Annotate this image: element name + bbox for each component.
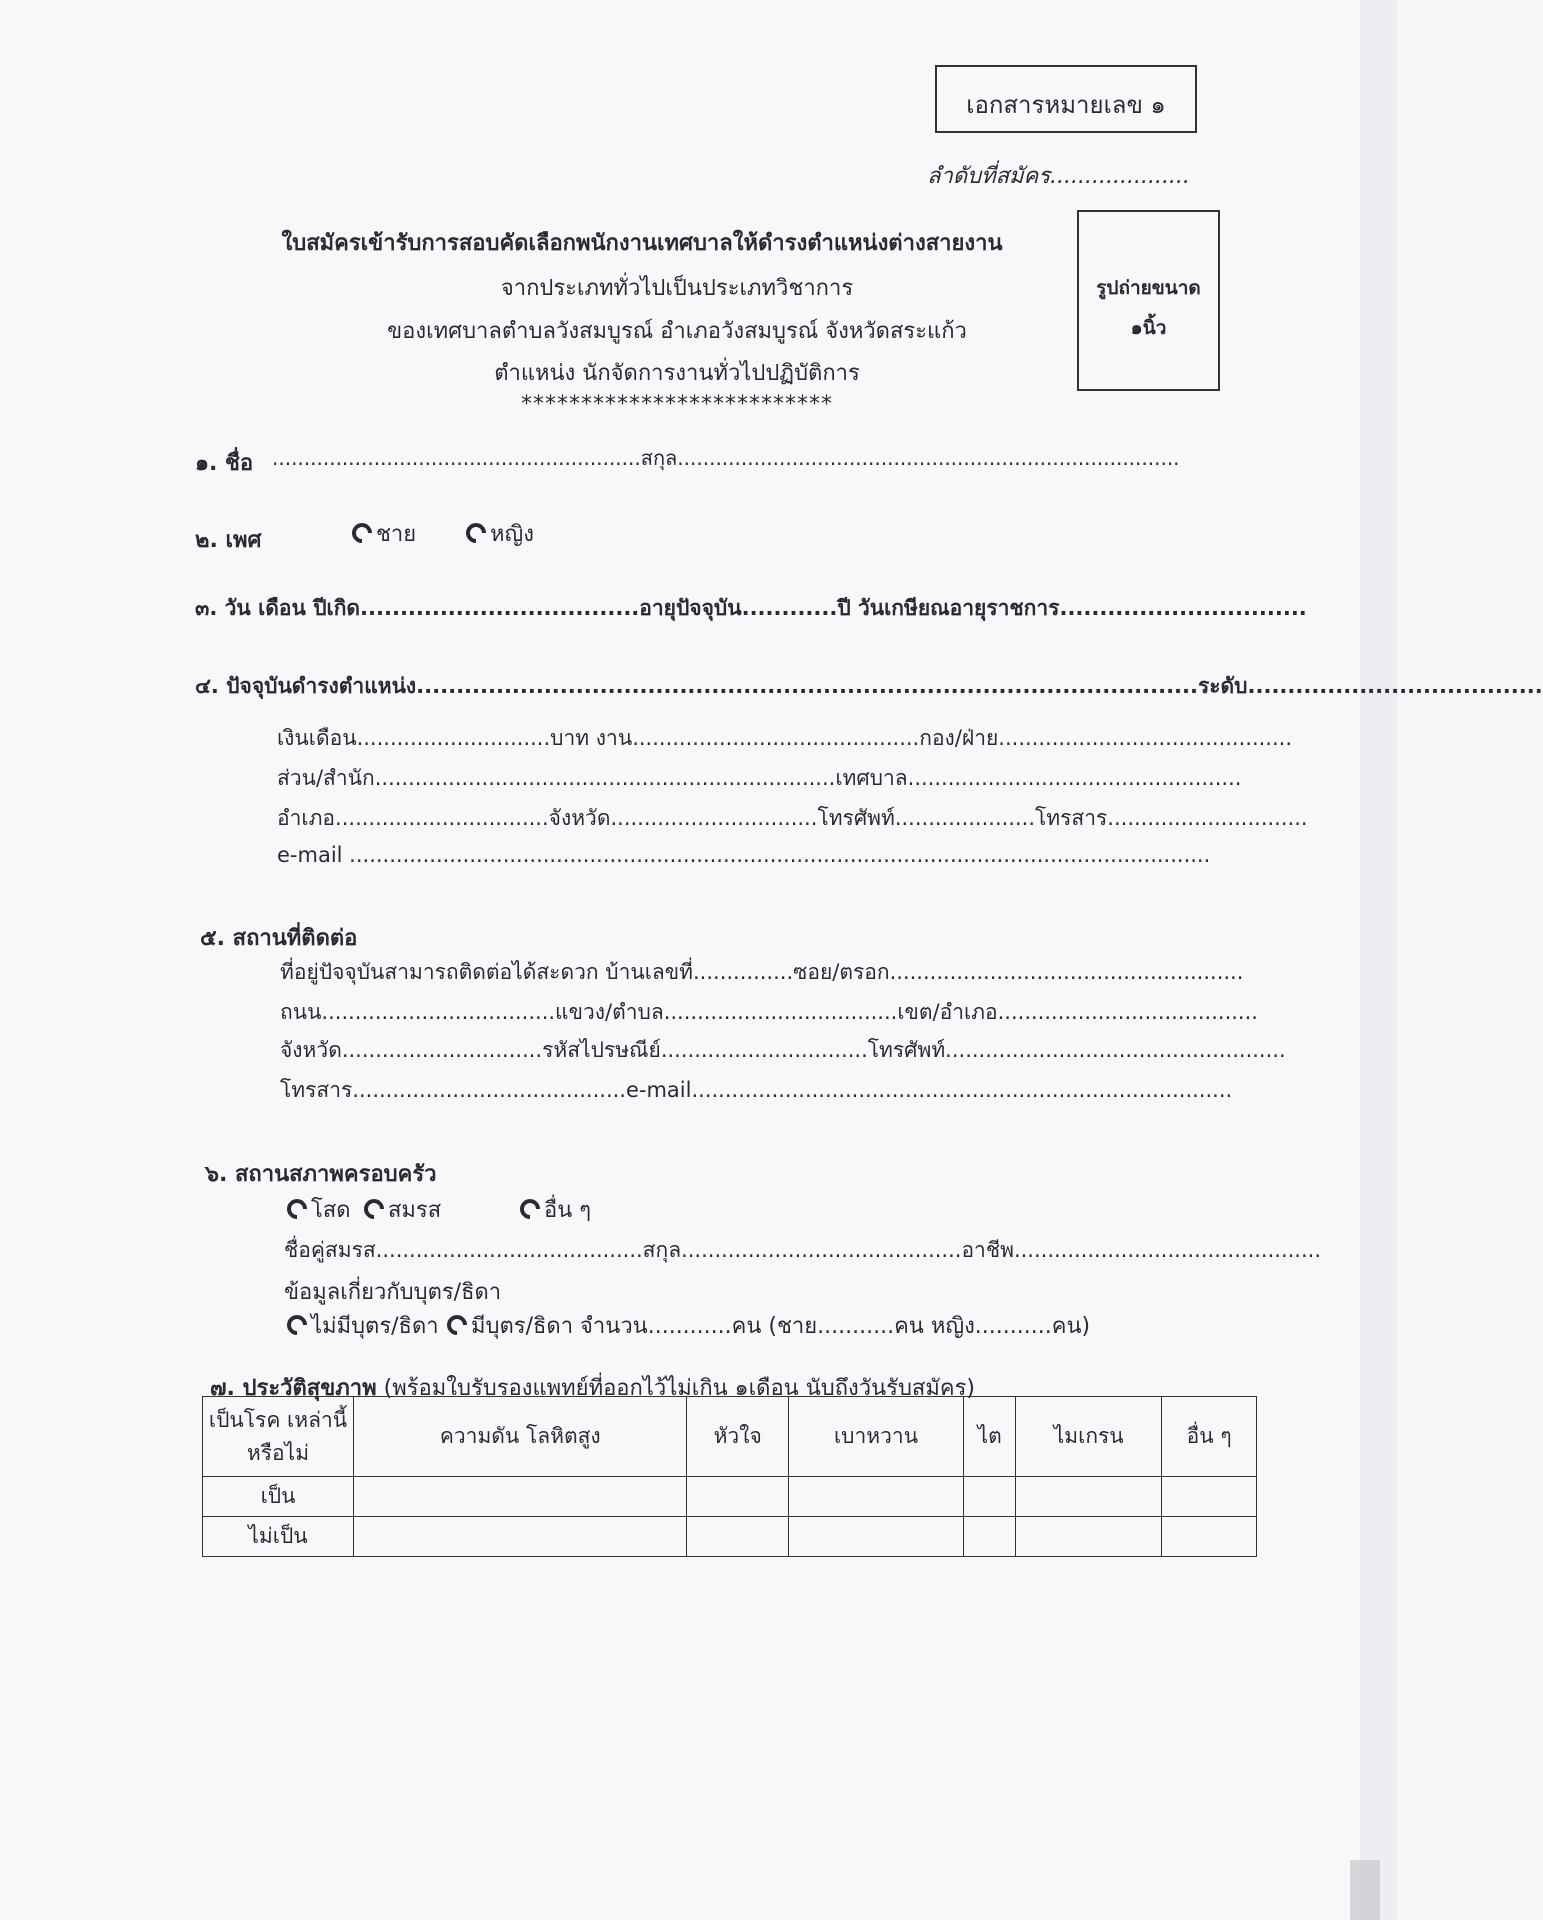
table-cell[interactable] xyxy=(964,1477,1016,1517)
s4-district-line[interactable]: อำเภอ................................จังหวัด...............................โทรศัพท์.....................โทรสาร.............................. xyxy=(277,806,1308,830)
gender-female-option[interactable] xyxy=(466,516,534,551)
row-label: เป็น xyxy=(203,1477,354,1517)
header-cell: เป็นโรค เหล่านี้หรือไม่ xyxy=(203,1397,354,1477)
status-other-label: อื่น ๆ xyxy=(544,1198,592,1223)
children-none-option[interactable] xyxy=(287,1308,439,1343)
s6-title: ๖. สถานสภาพครอบครัว xyxy=(205,1162,437,1187)
radio-icon xyxy=(516,1195,544,1223)
page-edge xyxy=(1360,0,1397,1920)
title-line-2: จากประเภททั่วไปเป็นประเภทวิชาการ xyxy=(500,276,854,301)
s7-note: (พร้อมใบรับรองแพทย์ที่ออกไว้ไม่เกิน ๑เดือน นับถึงวันรับสมัคร) xyxy=(383,1376,975,1401)
status-married-option[interactable] xyxy=(364,1192,441,1227)
s3-birthdate-line[interactable]: ๓. วัน เดือน ปีเกิด...................................อายุปัจจุบัน............ปี วันเกษียณอายุราชการ............................... xyxy=(195,596,1307,620)
table-cell[interactable] xyxy=(788,1517,963,1557)
table-header-row xyxy=(203,1397,1257,1477)
photo-label-inch: ๑นิ้ว xyxy=(1130,317,1167,339)
table-cell[interactable] xyxy=(1016,1517,1162,1557)
table-cell[interactable] xyxy=(964,1517,1016,1557)
table-cell[interactable] xyxy=(788,1477,963,1517)
s5-province-line[interactable]: จังหวัด..............................รหัสไปรษณีย์...............................โทรศัพท์................................................... xyxy=(280,1038,1286,1062)
gender-male-option[interactable] xyxy=(352,516,416,551)
s5-road-line[interactable]: ถนน...................................แขวง/ตำบล...................................เขต/อำเภอ....................................... xyxy=(280,1000,1258,1024)
table-row xyxy=(203,1517,1257,1557)
children-yes-option[interactable] xyxy=(447,1308,1090,1343)
applicant-order-field[interactable]: ลำดับที่สมัคร.................... xyxy=(927,164,1190,189)
health-table xyxy=(202,1396,1257,1557)
s5-address-line[interactable]: ที่อยู่ปัจจุบันสามารถติดต่อได้สะดวก บ้านเลขที่...............ซอย/ตรอก..................................................... xyxy=(280,960,1244,984)
status-single-option[interactable] xyxy=(287,1192,351,1227)
s4-email-line[interactable]: e-mail ................................................................................................................................. xyxy=(277,843,1211,867)
table-cell[interactable] xyxy=(1016,1477,1162,1517)
table-cell[interactable] xyxy=(687,1517,788,1557)
table-cell[interactable] xyxy=(1162,1517,1257,1557)
radio-icon xyxy=(462,519,490,547)
header-cell: ไมเกรน xyxy=(1016,1397,1162,1477)
children-none-label: ไม่มีบุตร/ธิดา xyxy=(311,1314,439,1339)
status-married-label: สมรส xyxy=(388,1198,442,1223)
radio-icon xyxy=(443,1311,471,1339)
s4-position-line[interactable]: ๔. ปัจจุบันดำรงตำแหน่ง..................................................................................................ระดับ..................................... xyxy=(195,674,1543,698)
s1-name-field[interactable]: ..........................................................สกุล............................................................................... xyxy=(272,446,1180,470)
photo-box xyxy=(1077,210,1220,391)
status-single-label: โสด xyxy=(311,1198,351,1223)
gender-male-label: ชาย xyxy=(376,522,417,547)
title-line-3: ของเทศบาลตำบลวังสมบูรณ์ อำเภอวังสมบูรณ์ จังหวัดสระแก้ว xyxy=(387,319,967,344)
header-cell: ความดัน โลหิตสูง xyxy=(354,1397,687,1477)
scan-smudge xyxy=(1350,1860,1380,1920)
s5-fax-line[interactable]: โทรสาร.........................................e-mail................................................................................. xyxy=(280,1078,1233,1102)
document-number-box xyxy=(935,65,1197,133)
s7-title: ๗. ประวัติสุขภาพ xyxy=(210,1376,377,1401)
header-cell: อื่น ๆ xyxy=(1162,1397,1257,1477)
table-cell[interactable] xyxy=(687,1477,788,1517)
radio-icon xyxy=(283,1311,311,1339)
header-cell: หัวใจ xyxy=(687,1397,788,1477)
title-stars: ************************** xyxy=(521,392,833,417)
table-cell[interactable] xyxy=(1162,1477,1257,1517)
s1-label: ๑. ชื่อ xyxy=(195,451,254,476)
document-number: เอกสารหมายเลข ๑ xyxy=(966,91,1166,119)
s5-title: ๕. สถานที่ติดต่อ xyxy=(200,926,358,951)
s2-label: ๒. เพศ xyxy=(195,528,262,553)
status-other-option[interactable] xyxy=(520,1192,591,1227)
s6-children-title: ข้อมูลเกี่ยวกับบุตร/ธิดา xyxy=(284,1280,502,1305)
children-yes-label: มีบุตร/ธิดา จำนวน............คน (ชาย...........คน หญิง...........คน) xyxy=(471,1314,1091,1339)
header-cell: ไต xyxy=(964,1397,1016,1477)
table-row xyxy=(203,1477,1257,1517)
table-cell[interactable] xyxy=(354,1477,687,1517)
header-cell: เบาหวาน xyxy=(788,1397,963,1477)
s4-division-line[interactable]: ส่วน/สำนัก.....................................................................เทศบาล.................................................. xyxy=(277,766,1242,790)
table-cell[interactable] xyxy=(354,1517,687,1557)
photo-label-size: รูปถ่ายขนาด xyxy=(1096,277,1201,299)
row-label: ไม่เป็น xyxy=(203,1517,354,1557)
title-line-1: ใบสมัครเข้ารับการสอบคัดเลือกพนักงานเทศบาลให้ดำรงตำแหน่งต่างสายงาน xyxy=(281,231,1003,256)
title-line-4: ตำแหน่ง นักจัดการงานทั่วไปปฏิบัติการ xyxy=(494,361,860,386)
radio-icon xyxy=(283,1195,311,1223)
radio-icon xyxy=(360,1195,388,1223)
s4-salary-line[interactable]: เงินเดือน.............................บาท งาน...........................................กอง/ฝ่าย............................................ xyxy=(277,726,1293,750)
gender-female-label: หญิง xyxy=(490,522,534,547)
s6-spouse-line[interactable]: ชื่อคู่สมรส........................................สกุล..........................................อาชีพ.............................................. xyxy=(284,1238,1322,1262)
radio-icon xyxy=(348,519,376,547)
